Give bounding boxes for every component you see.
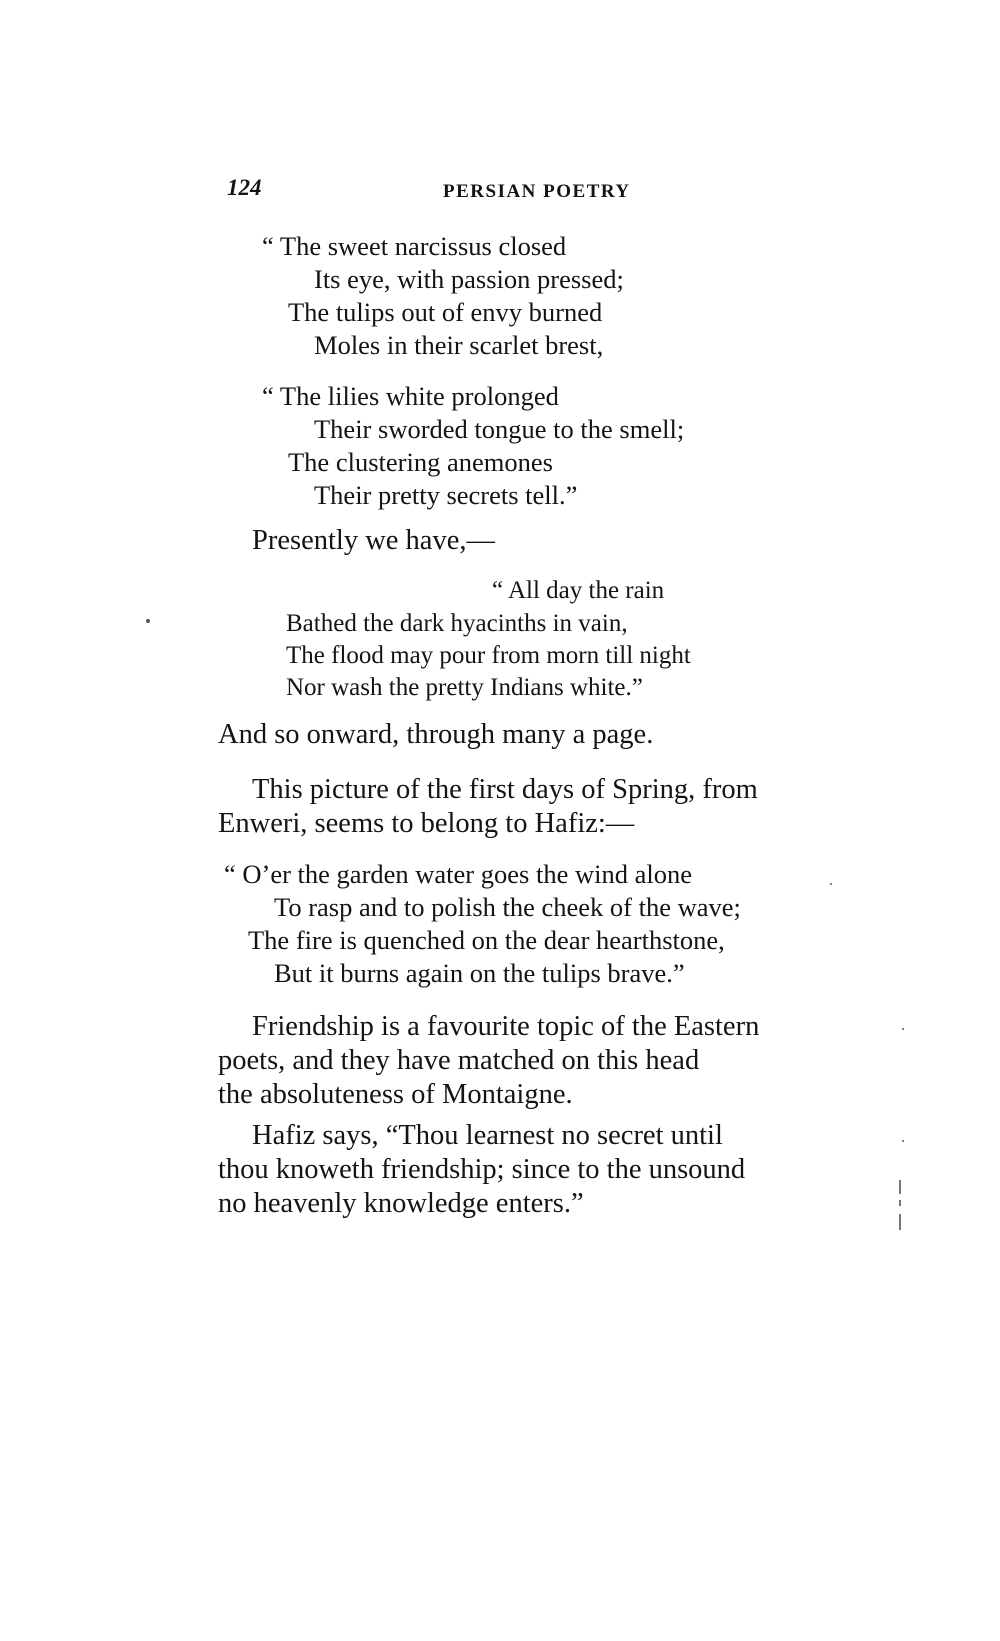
- paragraph1-line1: This picture of the first days of Spring, from: [252, 774, 758, 805]
- scan-speck: [146, 619, 150, 623]
- scan-mark: [899, 1200, 901, 1206]
- stanza1-line3: The tulips out of envy burned: [288, 297, 603, 327]
- paragraph2-line3: the absoluteness of Montaigne.: [218, 1079, 573, 1110]
- paragraph3-line3: no heavenly knowledge enters.”: [218, 1188, 584, 1219]
- stanza4-line3: The fire is quenched on the dear hearthstone,: [248, 925, 725, 955]
- scan-speck: [830, 883, 832, 885]
- scan-mark: [899, 1214, 901, 1230]
- scan-mark: [899, 1180, 901, 1194]
- paragraph2-line1: Friendship is a favourite topic of the Eastern: [252, 1011, 760, 1042]
- paragraph1-line2: Enweri, seems to belong to Hafiz:—: [218, 808, 635, 839]
- transition-presently: Presently we have,—: [252, 525, 495, 556]
- stanza4-line2: To rasp and to polish the cheek of the wave;: [274, 892, 741, 922]
- paragraph3-line2: thou knoweth friendship; since to the unsound: [218, 1154, 746, 1185]
- page-number: 124: [227, 175, 262, 200]
- stanza3-line3: The flood may pour from morn till night: [286, 642, 691, 669]
- stanza4-line1: “ O’er the garden water goes the wind alone: [224, 859, 692, 889]
- stanza4-line4: But it burns again on the tulips brave.”: [274, 958, 685, 988]
- stanza3-line2: Bathed the dark hyacinths in vain,: [286, 610, 628, 637]
- stanza3-line4: Nor wash the pretty Indians white.”: [286, 674, 643, 701]
- stanza2-line3: The clustering anemones: [288, 447, 553, 477]
- scan-speck: [902, 1140, 904, 1142]
- stanza2-line4: Their pretty secrets tell.”: [314, 480, 578, 510]
- stanza2-line2: Their sworded tongue to the smell;: [314, 414, 685, 444]
- stanza1-line2: Its eye, with passion pressed;: [314, 264, 624, 294]
- running-title: PERSIAN POETRY: [443, 181, 631, 202]
- stanza2-line1: “ The lilies white prolonged: [262, 381, 559, 411]
- stanza1-line1: “ The sweet narcissus closed: [262, 231, 567, 261]
- scan-speck: [902, 1028, 904, 1030]
- stanza1-line4: Moles in their scarlet brest,: [314, 330, 604, 360]
- paragraph2-line2: poets, and they have matched on this head: [218, 1045, 700, 1076]
- stanza3-line1: “ All day the rain: [492, 577, 665, 604]
- paragraph3-line1: Hafiz says, “Thou learnest no secret until: [252, 1120, 723, 1151]
- transition-onward: And so onward, through many a page.: [218, 719, 654, 750]
